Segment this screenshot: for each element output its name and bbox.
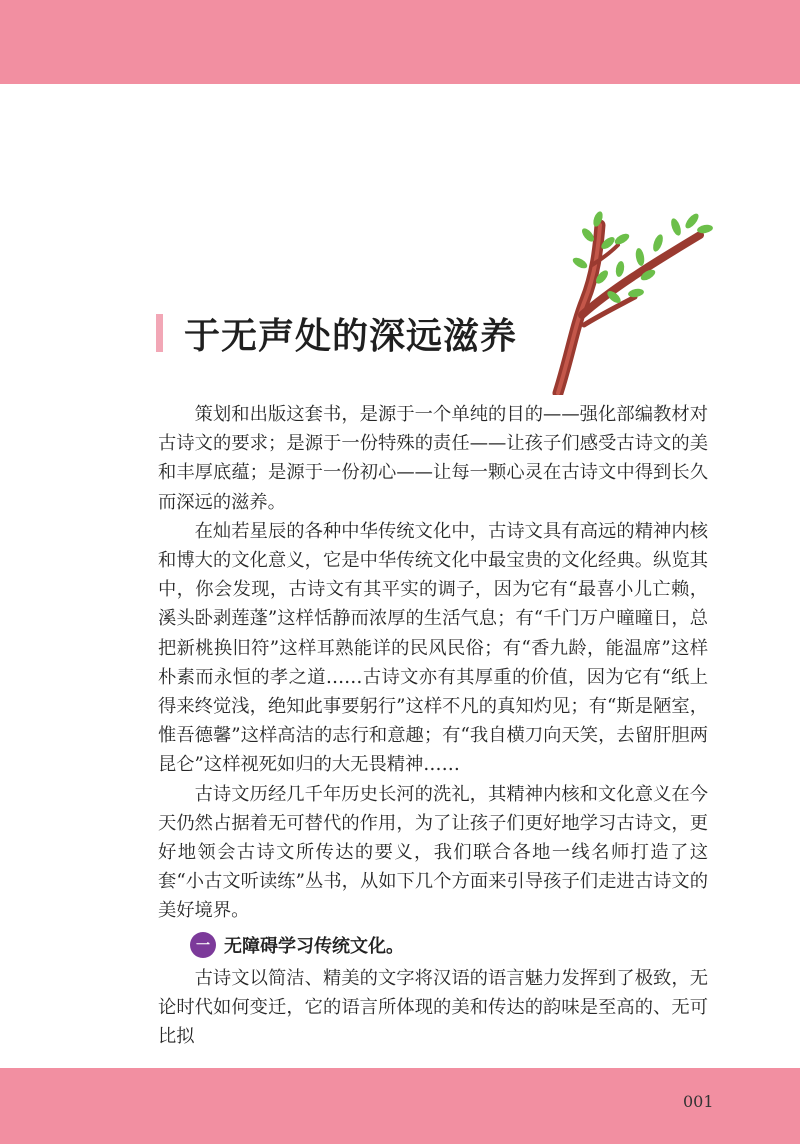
bottom-pink-band [0,1068,800,1144]
section-heading-text: 无障碍学习传统文化。 [224,935,404,957]
paragraph-2: 在灿若星辰的各种中华传统文化中，古诗文具有高远的精神内核和博大的文化意义，它是中华传统文化中最宝贵的文化经典。纵览其中，你会发现，古诗文有其平实的调子，因为它有“最喜小儿亡赖，溪头卧剥莲蓬”这样恬静而浓厚的生活气息；有“千门万户曈曈日，总把新桃换旧符”这样耳熟能详的民风民俗；有“香九龄，能温席”这样朴素而永恒的孝之道……古诗文亦有其厚重的价值，因为它有“纸上得来终觉浅，绝知此事要躬行”这样不凡的真知灼见；有“斯是陋室，惟吾德馨”这样高洁的志行和意趣；有“我自横刀向天笑，去留肝胆两昆仑”这样视死如归的大无畏精神…… [158,520,708,776]
top-pink-band [0,0,800,84]
section-heading [190,930,708,960]
tree-branch-icon [540,205,715,395]
page-title: 于无声处的深远滋养 [184,316,518,357]
section-number-badge: 一 [190,932,216,958]
body-text [158,400,708,1051]
paragraph-4: 古诗文以简洁、精美的文字将汉语的语言魅力发挥到了极致，无论时代如何变迁，它的语言所体现的美和传达的韵味是至高的、无可比拟 [158,967,708,1048]
paragraph-1: 策划和出版这套书，是源于一个单纯的目的——强化部编教材对古诗文的要求；是源于一份特殊的责任——让孩子们感受古诗文的美和丰厚底蕴；是源于一份初心——让每一颗心灵在古诗文中得到长久而深远的滋养。 [158,404,708,513]
title-accent-bar [156,314,163,352]
page-number: 001 [683,1092,714,1111]
paragraph-3: 古诗文历经几千年历史长河的洗礼，其精神内核和文化意义在今天仍然占据着无可替代的作用，为了让孩子们更好地学习古诗文，更好地领会古诗文所传达的要义，我们联合各地一线名师打造了这套“小古文听读练”丛书，从如下几个方面来引导孩子们走进古诗文的美好境界。 [158,783,708,922]
